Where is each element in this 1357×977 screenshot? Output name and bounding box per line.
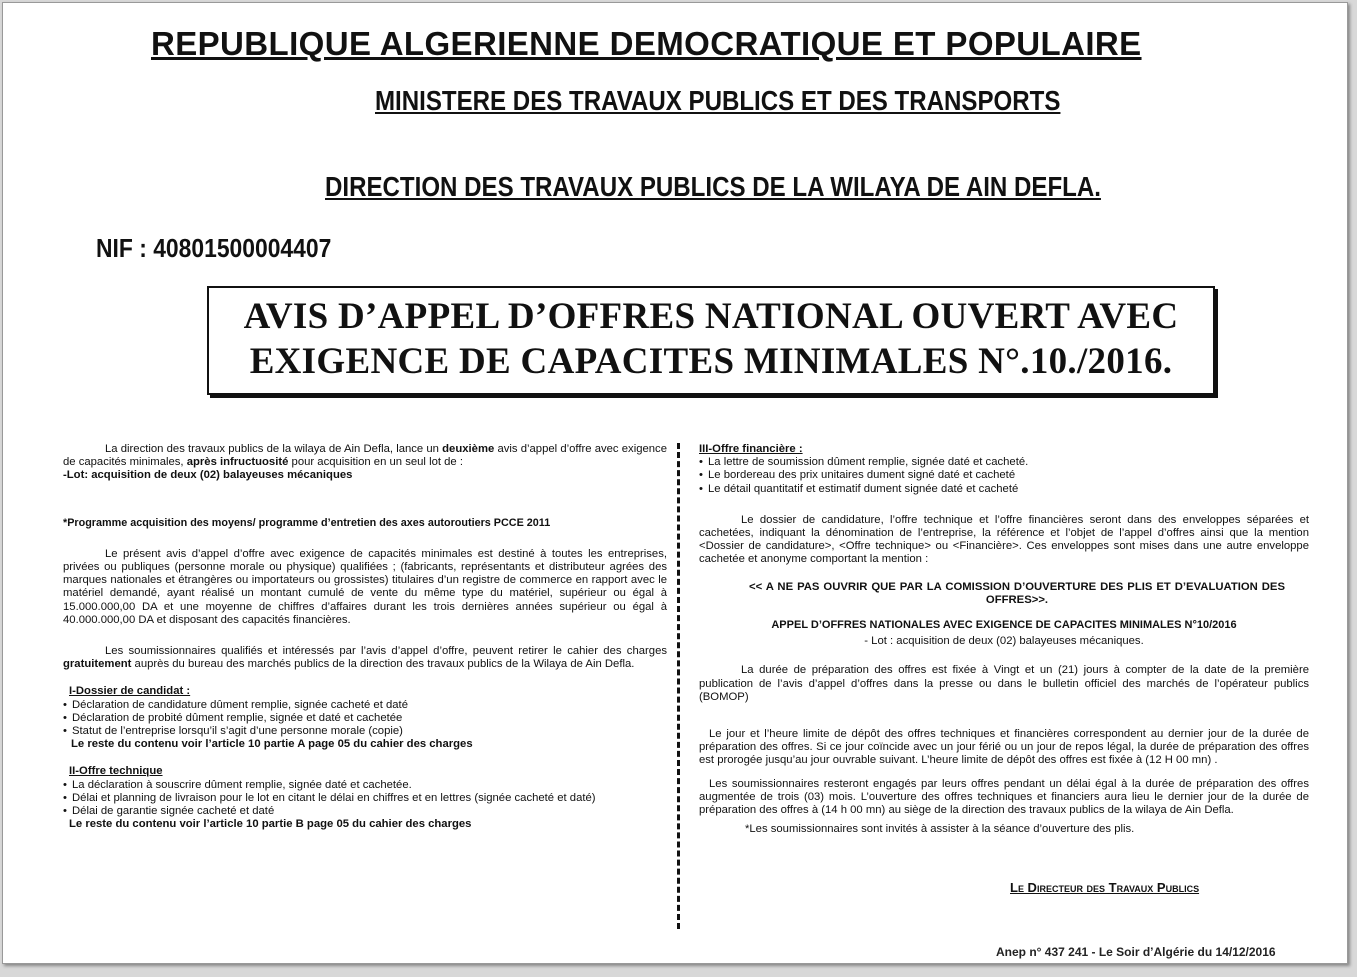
- opening-paragraph: Les soumissionnaires resteront engagés par leurs offres pendant un délai égal à la durée de préparation des offres augmentée de trois (03) mois. L’ouverture des offres techniques et financiers aura lieu le dernier jour de la durée de préparation des offres à (14 h 00 mn) au siège de la direction des travaux publics de la wilaya de Ain Defla.: [699, 777, 1309, 817]
- notice-title-box: [207, 286, 1215, 395]
- eligibility-paragraph: Le présent avis d’appel d’offre avec exigence de capacités minimales est destiné à toutes les entreprises, privées ou publiques (personne morale ou physique) qualifiées ; (fabricants, représentants et distributeur agrées des marques nationales et étrangères ou importateurs ou grossistes) titulaires d’un registre de commerce en rapport avec le matériel demandé, ayant réalisé un montant cumulé de vente du même type du matériel, supérieur ou égal à 15.000.000,00 DA et une moyenne de chiffres d’affaires durant les trois dernières années supérieur ou égal à 40.000.000,00 DA et disposant des capacités financières.: [63, 547, 667, 626]
- nif-number: NIF : 40801500004407: [96, 233, 332, 263]
- section-dossier-note: Le reste du contenu voir l’article 10 partie A page 05 du cahier des charges: [71, 738, 473, 751]
- list-item: • Délai et planning de livraison pour le lot en citant le délai en chiffres et en lettres (signée cacheté et daté): [63, 792, 667, 805]
- list-item: • Le bordereau des prix unitaires dument signé daté et cacheté: [699, 469, 1309, 482]
- notice-title-line2: EXIGENCE DE CAPACITES MINIMALES N°.10./2016.: [249, 341, 1173, 382]
- list-item: • Délai de garantie signée cacheté et daté: [63, 805, 667, 818]
- deadline-paragraph: Le jour et l’heure limite de dépôt des offres techniques et financières correspondent au dernier jour de la durée de préparation des offres. Si ce jour coïncide avec un jour férié ou un jour de repos légal, la durée de préparation des offres est prorogée jusqu’au jour ouvrable suivant. L’heure limite de dépôt des offres est fixée à (12 H 00 mn) .: [699, 728, 1309, 767]
- duration-paragraph: La durée de préparation des offres est fixée à Vingt et un (21) jours à compter de la date de la première publication de l’avis d’appel d’offres dans la presse ou dans le bulletin officiel des marchés de l’opérateur publics (BOMOP): [699, 664, 1309, 703]
- left-column: [63, 443, 667, 831]
- appel-reference: APPEL D’OFFRES NATIONALES AVEC EXIGENCE DE CAPACITES MINIMALES N°10/2016: [771, 619, 1237, 632]
- ministry-header: MINISTERE DES TRAVAUX PUBLICS ET DES TRANSPORTS: [375, 85, 1061, 116]
- publication-reference: Anep n° 437 241 - Le Soir d’Algérie du 14/12/2016: [996, 945, 1276, 959]
- republic-header: REPUBLIQUE ALGERIENNE DEMOCRATIQUE ET POPULAIRE: [151, 25, 1142, 62]
- attendance-note: *Les soumissionnaires sont invités à assister à la séance d’ouverture des plis.: [745, 823, 1135, 836]
- envelope-mention: << A NE PAS OUVRIR QUE PAR LA COMISSION D’OUVERTURE DES PLIS ET D’EVALUATION DES OFFRES>>.: [749, 580, 1285, 606]
- section-technique-title: II-Offre technique: [69, 765, 163, 778]
- programme-line: *Programme acquisition des moyens/ programme d’entretien des axes autoroutiers PCCE 2011: [63, 516, 551, 529]
- list-item: • La lettre de soumission dûment remplie, signée daté et cacheté.: [699, 456, 1309, 469]
- list-item: • Statut de l’entreprise lorsqu’il s’agit d’une personne morale (copie): [63, 725, 667, 738]
- intro-paragraph: La direction des travaux publics de la wilaya de Ain Defla, lance un deuxième avis d’appel d’offre avec exigence de capacités minimales, après infructuosité pour acquisition en un seul lot de :: [63, 443, 667, 469]
- lot-line: -Lot: acquisition de deux (02) balayeuses mécaniques: [63, 469, 353, 482]
- section-dossier-title: I-Dossier de candidat :: [69, 685, 191, 698]
- column-divider: [677, 443, 680, 929]
- list-item: • Déclaration de candidature dûment remplie, signée cacheté et daté: [63, 699, 667, 712]
- list-item: • La déclaration à souscrire dûment remplie, signée daté et cachetée.: [63, 779, 667, 792]
- notice-page: [2, 2, 1348, 964]
- retrieval-paragraph: Les soumissionnaires qualifiés et intéressés par l’avis d’appel d’offre, peuvent retirer le cahier des charges gratuitement auprès du bureau des marchés publics de la direction des travaux publics de la Wilaya de Ain Defla.: [63, 645, 667, 671]
- envelopes-paragraph: Le dossier de candidature, l’offre technique et l’offre financières seront dans des enveloppes séparées et cachetées, indiquant la dénomination de l’entreprise, la référence et l’objet de l’appel d’offres ainsi que la mention <Dossier de candidature>, <Offre technique> ou <Financière>. Ces enveloppes sont mises dans une autre enveloppe cachetée et anonyme comportant la mention :: [699, 513, 1309, 566]
- right-column: [699, 443, 1309, 836]
- direction-header: DIRECTION DES TRAVAUX PUBLICS DE LA WILAYA DE AIN DEFLA.: [325, 171, 1101, 202]
- appel-lot: - Lot : acquisition de deux (02) balayeuses mécaniques.: [864, 635, 1144, 648]
- list-item: • Le détail quantitatif et estimatif dument signée daté et cacheté: [699, 483, 1309, 496]
- section-technique-note: Le reste du contenu voir l’article 10 partie B page 05 du cahier des charges: [69, 818, 472, 831]
- list-item: • Déclaration de probité dûment remplie, signée et daté et cachetée: [63, 712, 667, 725]
- section-financiere-title: III-Offre financière :: [699, 443, 803, 455]
- director-signature: Le Directeur des Travaux Publics: [1010, 880, 1200, 895]
- notice-title-line1: AVIS D’APPEL D’OFFRES NATIONAL OUVERT AVEC: [243, 296, 1179, 337]
